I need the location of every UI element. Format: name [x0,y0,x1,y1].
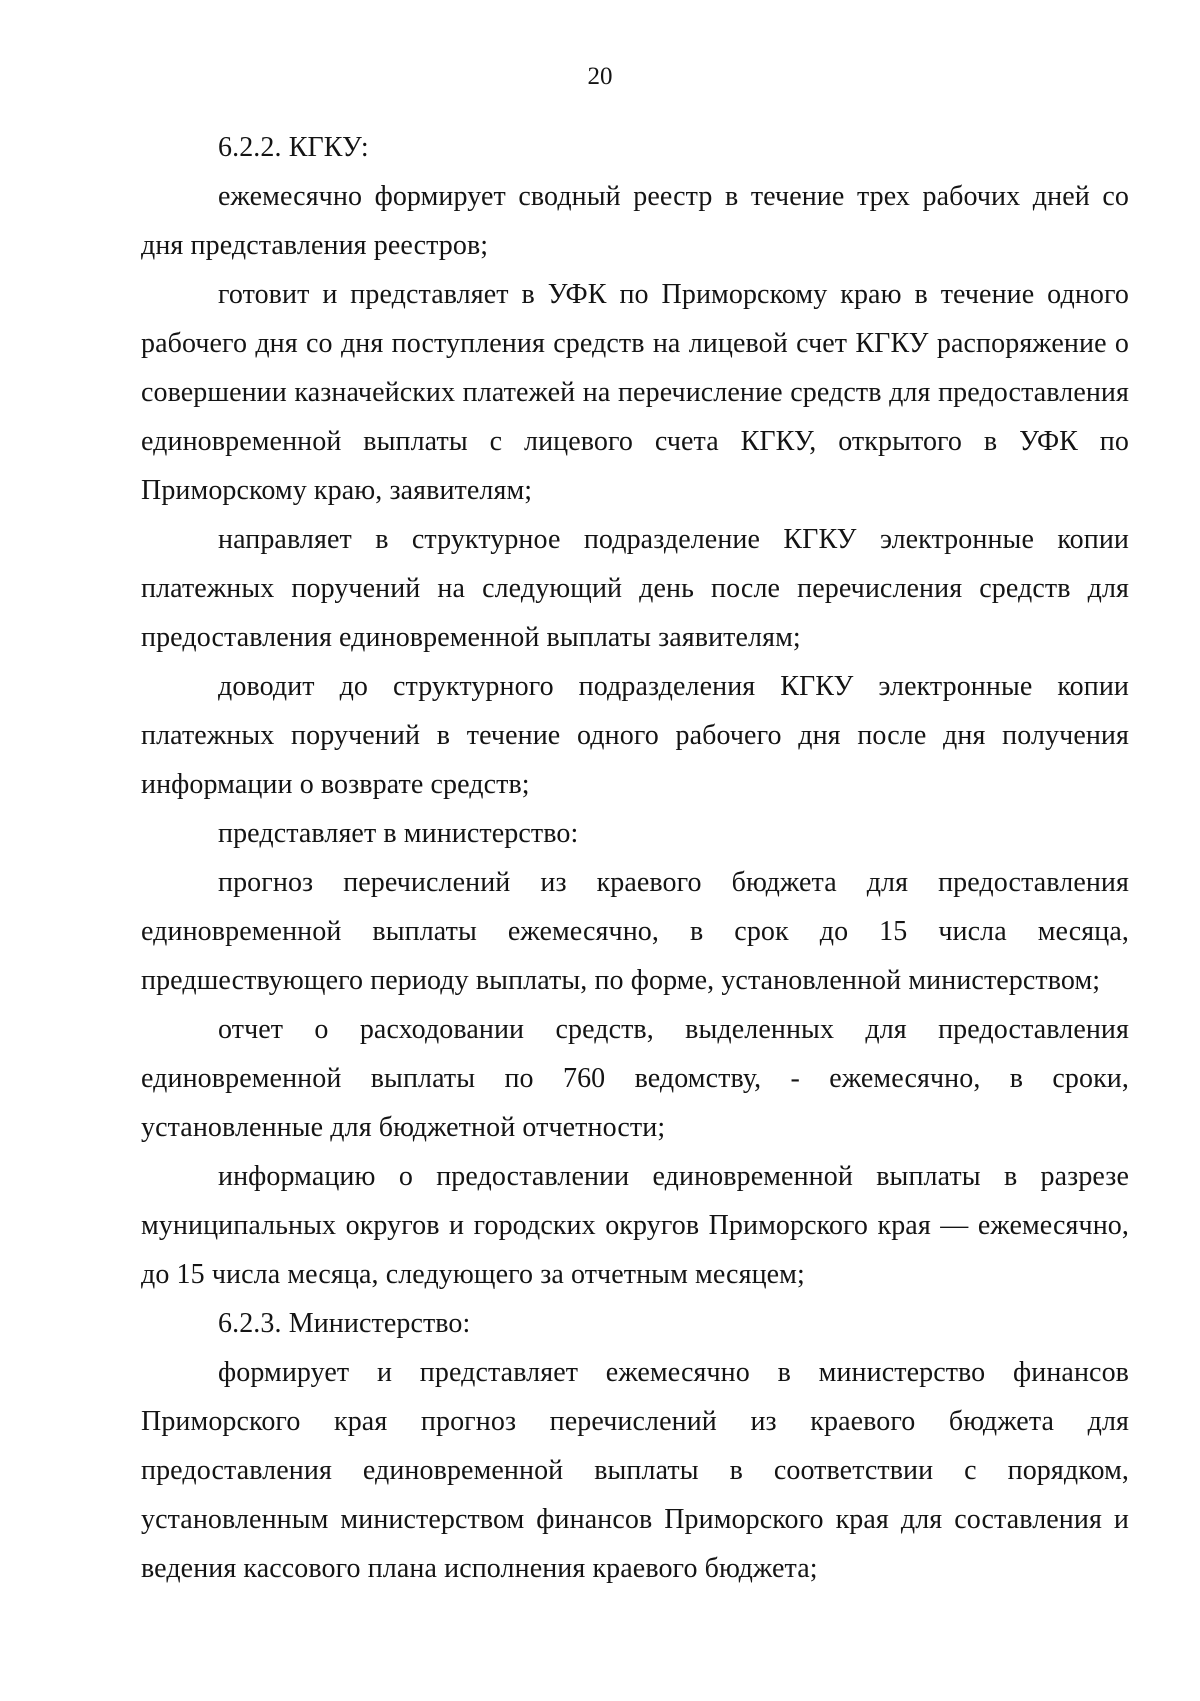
paragraph: готовит и представляет в УФК по Приморскому краю в течение одного рабочего дня со дня поступления средств на лицевой счет КГКУ распоряжение о совершении казначейских платежей на перечисление средств для предоставления единовременной выплаты с лицевого счета КГКУ, открытого в УФК по Приморскому краю, заявителям; [141,279,1129,506]
paragraph: ежемесячно формирует сводный реестр в течение трех рабочих дней со дня представления реестров; [141,181,1129,261]
document-body [141,123,1129,1593]
paragraph: доводит до структурного подразделения КГКУ электронные копии платежных поручений в течение одного рабочего дня после дня получения информации о возврате средств; [141,671,1129,800]
paragraph: отчет о расходовании средств, выделенных для предоставления единовременной выплаты по 760 ведомству, - ежемесячно, в сроки, установленные для бюджетной отчетности; [141,1014,1129,1143]
paragraph: прогноз перечислений из краевого бюджета для предоставления единовременной выплаты ежемесячно, в срок до 15 числа месяца, предшествующего периоду выплаты, по форме, установленной министерством; [141,867,1129,996]
paragraph: направляет в структурное подразделение КГКУ электронные копии платежных поручений на следующий день после перечисления средств для предоставления единовременной выплаты заявителям; [141,524,1129,653]
section-heading-6-2-3: 6.2.3. Министерство: [218,1308,471,1339]
paragraph: представляет в министерство: [218,818,579,849]
paragraph: информацию о предоставлении единовременной выплаты в разрезе муниципальных округов и городских округов Приморского края — ежемесячно, до 15 числа месяца, следующего за отчетным месяцем; [141,1161,1129,1290]
paragraph: формирует и представляет ежемесячно в министерство финансов Приморского края прогноз перечислений из краевого бюджета для предоставления единовременной выплаты в соответствии с порядком, установленным министерством финансов Приморского края для составления и ведения кассового плана исполнения краевого бюджета; [141,1357,1129,1584]
page-number: 20 [587,63,613,90]
section-heading-6-2-2: 6.2.2. КГКУ: [218,132,369,163]
